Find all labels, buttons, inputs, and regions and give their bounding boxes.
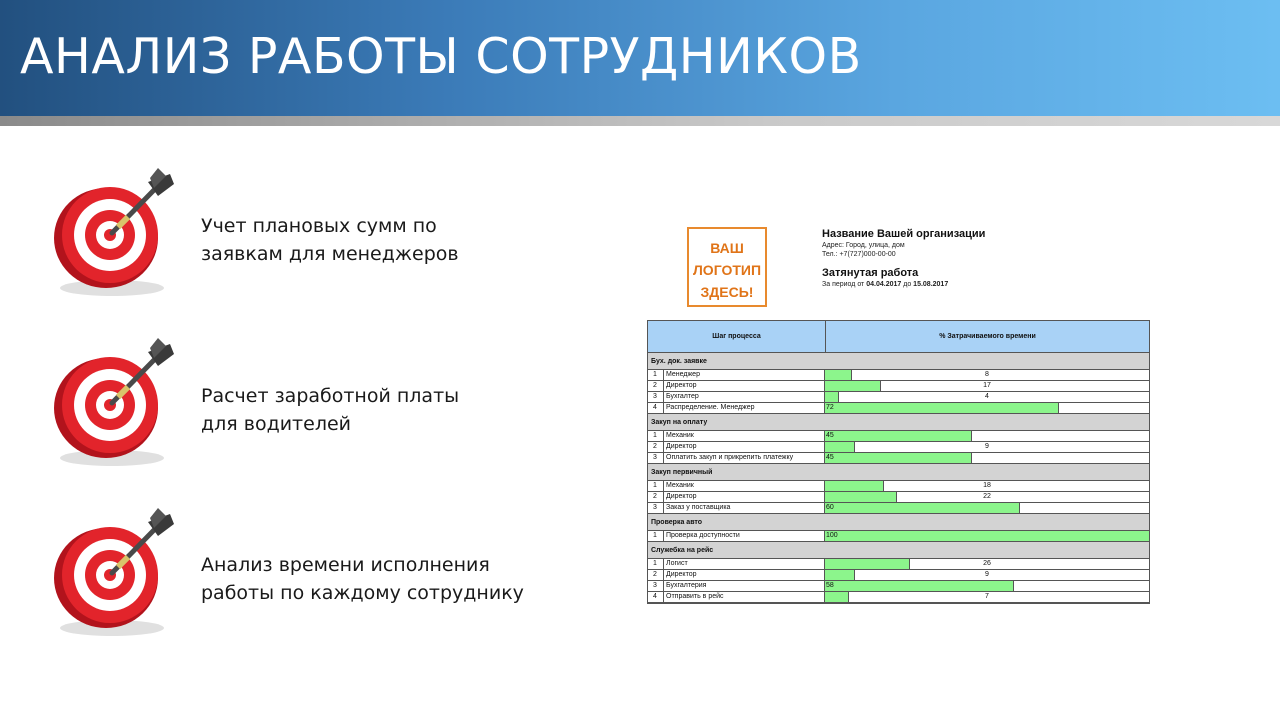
row-number: 2: [648, 570, 664, 580]
table-group-header: Служебка на рейс: [648, 542, 1149, 559]
table-row: [648, 570, 1149, 581]
logo-placeholder: ВАШ ЛОГОТИП ЗДЕСЬ!: [687, 227, 767, 307]
table-row: [648, 492, 1149, 503]
bullet-text: Учет плановых сумм по заявкам для менеджеров: [201, 215, 459, 265]
row-number: 3: [648, 581, 664, 591]
period-from: 04.04.2017: [866, 281, 902, 288]
row-number: 3: [648, 392, 664, 402]
percent-value: 18: [983, 482, 991, 489]
row-step-name: Проверка доступности: [664, 531, 825, 541]
table-row: [648, 381, 1149, 392]
row-number: 2: [648, 492, 664, 502]
table-row: [648, 370, 1149, 381]
percent-value: 8: [985, 371, 989, 378]
percent-cell: [825, 381, 1149, 391]
percent-cell: [825, 531, 1149, 541]
row-number: 1: [648, 431, 664, 441]
row-step-name: Логист: [664, 559, 825, 569]
percent-cell: [825, 570, 1149, 580]
percent-value: 26: [983, 560, 991, 567]
table-group-header: Бух. док. заявке: [648, 353, 1149, 370]
percent-cell: [825, 370, 1149, 380]
percent-value: 58: [826, 582, 834, 589]
row-number: 1: [648, 370, 664, 380]
period-mid: до: [903, 281, 912, 288]
table-body: [648, 353, 1149, 603]
percent-cell: [825, 481, 1149, 491]
org-address: Адрес: Город, улица, дом: [822, 242, 905, 249]
row-number: 1: [648, 481, 664, 491]
percent-cell: [825, 503, 1149, 513]
row-step-name: Менеджер: [664, 370, 825, 380]
org-name: Название Вашей организации: [822, 228, 986, 240]
percent-bar: [825, 503, 1020, 513]
period-prefix: За период от: [822, 281, 865, 288]
column-header-percent: % Затрачиваемого времени: [939, 333, 1036, 340]
percent-cell: [825, 581, 1149, 591]
bullet-text: Расчет заработной платы для водителей: [201, 385, 460, 435]
target-dart-icon: [46, 506, 186, 646]
percent-value: 60: [826, 504, 834, 511]
column-header-step: Шаг процесса: [648, 321, 826, 352]
row-number: 2: [648, 381, 664, 391]
period-to: 15.08.2017: [913, 281, 949, 288]
percent-cell: [825, 392, 1149, 402]
table-row: [648, 581, 1149, 592]
percent-cell: [825, 453, 1149, 463]
table-row: [648, 559, 1149, 570]
table-group-header: Закуп первичный: [648, 464, 1149, 481]
percent-cell: [825, 592, 1149, 602]
table-header: [648, 321, 1149, 353]
percent-bar: [825, 581, 1014, 591]
percent-value: 22: [983, 493, 991, 500]
table-row: [648, 403, 1149, 414]
row-step-name: Бухгалтер: [664, 392, 825, 402]
row-step-name: Механик: [664, 481, 825, 491]
percent-value: 9: [985, 443, 989, 450]
percent-value: 17: [983, 382, 991, 389]
row-step-name: Директор: [664, 570, 825, 580]
percent-cell: [825, 403, 1149, 413]
row-number: 4: [648, 592, 664, 602]
row-step-name: Бухгалтерия: [664, 581, 825, 591]
percent-value: 100: [826, 532, 838, 539]
table-row: [648, 592, 1149, 603]
header-divider: [0, 116, 1280, 126]
table-row: [648, 531, 1149, 542]
table-group-header: Закуп на оплату: [648, 414, 1149, 431]
row-number: 1: [648, 531, 664, 541]
report-table: [647, 320, 1150, 604]
row-step-name: Распределение. Менеджер: [664, 403, 825, 413]
percent-value: 7: [985, 593, 989, 600]
report-period: [822, 281, 948, 288]
table-row: [648, 503, 1149, 514]
percent-value: 9: [985, 571, 989, 578]
row-step-name: Директор: [664, 381, 825, 391]
percent-bar: [825, 453, 972, 463]
row-step-name: Заказ у поставщика: [664, 503, 825, 513]
percent-bar: [825, 531, 1149, 541]
percent-value: 45: [826, 454, 834, 461]
row-step-name: Оплатить закуп и прикрепить платежку: [664, 453, 825, 463]
row-number: 3: [648, 503, 664, 513]
target-dart-icon: [46, 336, 186, 476]
percent-bar: [825, 403, 1059, 413]
org-phone: Тел.: +7(727)000-00-00: [822, 251, 896, 258]
table-row: [648, 431, 1149, 442]
title-banner: [0, 0, 1280, 116]
percent-value: 45: [826, 432, 834, 439]
table-row: [648, 392, 1149, 403]
table-row: [648, 453, 1149, 464]
percent-value: 72: [826, 404, 834, 411]
percent-cell: [825, 431, 1149, 441]
report-preview: [646, 222, 1150, 600]
row-step-name: Директор: [664, 442, 825, 452]
target-dart-icon: [46, 166, 186, 306]
table-group-header: Проверка авто: [648, 514, 1149, 531]
row-step-name: Директор: [664, 492, 825, 502]
row-step-name: Механик: [664, 431, 825, 441]
bullet-text: Анализ времени исполнения работы по каждому сотруднику: [201, 554, 524, 604]
row-number: 1: [648, 559, 664, 569]
row-number: 3: [648, 453, 664, 463]
percent-cell: [825, 559, 1149, 569]
table-row: [648, 442, 1149, 453]
percent-cell: [825, 492, 1149, 502]
row-number: 2: [648, 442, 664, 452]
percent-bar: [825, 431, 972, 441]
row-number: 4: [648, 403, 664, 413]
percent-cell: [825, 442, 1149, 452]
report-title: Затянутая работа: [822, 267, 919, 279]
table-row: [648, 481, 1149, 492]
percent-value: 4: [985, 393, 989, 400]
row-step-name: Отправить в рейс: [664, 592, 825, 602]
page-title: АНАЛИЗ РАБОТЫ СОТРУДНИКОВ: [20, 28, 862, 85]
